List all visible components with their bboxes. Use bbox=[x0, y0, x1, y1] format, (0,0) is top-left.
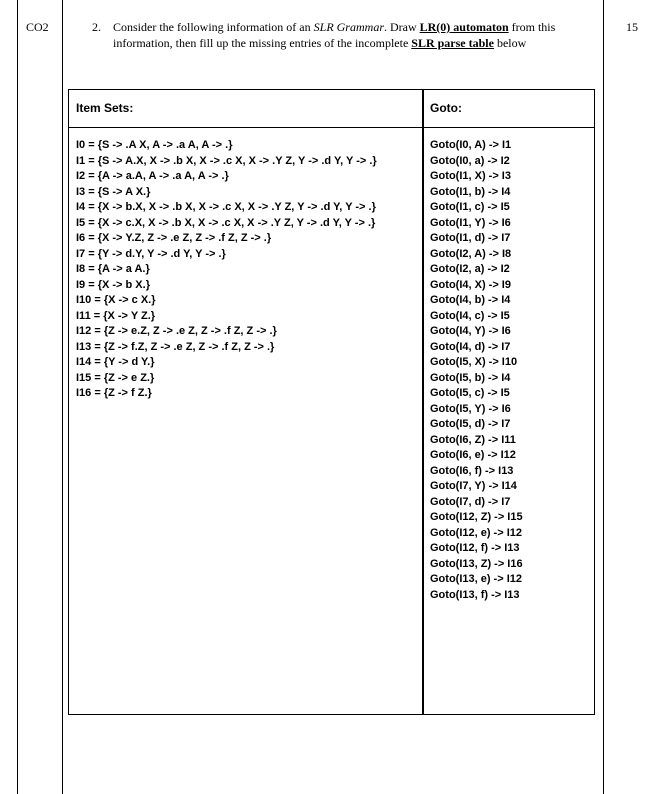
goto-entry: Goto(I13, Z) -> I16 bbox=[430, 557, 523, 570]
item-set-entry: I9 = {X -> b X.} bbox=[76, 278, 150, 291]
goto-entry: Goto(I12, e) -> I12 bbox=[430, 526, 522, 539]
item-set-entry: I15 = {Z -> e Z.} bbox=[76, 371, 155, 384]
goto-entry: Goto(I1, d) -> I7 bbox=[430, 232, 511, 244]
item-set-entry: I12 = {Z -> e.Z, Z -> .e Z, Z -> .f Z, Z -> .} bbox=[76, 325, 277, 337]
item-set-entry: I1 = {S -> A.X, X -> .b X, X -> .c X, X -> .Y Z, Y -> .d Y, Y -> .} bbox=[76, 154, 377, 167]
goto-entry: Goto(I6, Z) -> I11 bbox=[430, 433, 516, 446]
grammar-info-table bbox=[68, 89, 595, 715]
item-set-entry: I16 = {Z -> f Z.} bbox=[76, 387, 152, 399]
co-column-border bbox=[62, 0, 63, 794]
table-header-row bbox=[69, 90, 594, 128]
item-set-entry: I4 = {X -> b.X, X -> .b X, X -> .c X, X -> .Y Z, Y -> .d Y, Y -> .} bbox=[76, 201, 376, 213]
left-column-border bbox=[17, 0, 18, 794]
goto-entry: Goto(I5, X) -> I10 bbox=[430, 356, 518, 368]
goto-entry: Goto(I7, d) -> I7 bbox=[430, 495, 511, 508]
question-text: Consider the following information of an SLR Grammar. Draw LR(0) automaton from this information, then fill up the missing entries of the incomplete SLR parse table below bbox=[113, 20, 556, 50]
goto-entry: Goto(I4, c) -> I5 bbox=[430, 309, 510, 322]
item-set-entry: I3 = {S -> A X.} bbox=[76, 185, 151, 198]
goto-entry: Goto(I6, e) -> I12 bbox=[430, 449, 516, 461]
goto-entry: Goto(I13, e) -> I12 bbox=[430, 573, 522, 585]
goto-entry: Goto(I1, b) -> I4 bbox=[430, 185, 511, 198]
goto-entry: Goto(I7, Y) -> I14 bbox=[430, 480, 517, 492]
item-set-entry: I7 = {Y -> d.Y, Y -> .d Y, Y -> .} bbox=[76, 247, 226, 260]
item-sets-header: Item Sets: bbox=[76, 101, 134, 115]
item-sets-list bbox=[76, 138, 416, 402]
goto-entry: Goto(I1, Y) -> I6 bbox=[430, 216, 511, 229]
goto-entry: Goto(I0, A) -> I1 bbox=[430, 139, 512, 151]
goto-entry: Goto(I0, a) -> I2 bbox=[430, 154, 510, 167]
item-set-entry: I8 = {A -> a A.} bbox=[76, 263, 150, 275]
item-set-entry: I14 = {Y -> d Y.} bbox=[76, 356, 155, 368]
goto-entry: Goto(I4, X) -> I9 bbox=[430, 278, 511, 291]
goto-entry: Goto(I13, f) -> I13 bbox=[430, 588, 520, 601]
goto-entry: Goto(I1, c) -> I5 bbox=[430, 201, 510, 213]
course-outcome-label: CO2 bbox=[26, 20, 49, 34]
goto-entry: Goto(I4, b) -> I4 bbox=[430, 294, 511, 306]
goto-entry: Goto(I12, Z) -> I15 bbox=[430, 511, 523, 523]
item-set-entry: I13 = {Z -> f.Z, Z -> .e Z, Z -> .f Z, Z -> .} bbox=[76, 340, 275, 353]
item-set-entry: I6 = {X -> Y.Z, Z -> .e Z, Z -> .f Z, Z -> .} bbox=[76, 232, 272, 244]
goto-entry: Goto(I12, f) -> I13 bbox=[430, 542, 520, 554]
goto-entry: Goto(I4, d) -> I7 bbox=[430, 340, 511, 353]
goto-list bbox=[430, 138, 590, 603]
grammar-type: SLR Grammar bbox=[313, 20, 384, 34]
item-set-entry: I11 = {X -> Y Z.} bbox=[76, 309, 156, 322]
lr0-automaton-term: LR(0) automaton bbox=[419, 20, 509, 34]
item-set-entry: I10 = {X -> c X.} bbox=[76, 294, 156, 306]
goto-entry: Goto(I5, c) -> I5 bbox=[430, 387, 510, 399]
goto-entry: Goto(I2, a) -> I2 bbox=[430, 263, 510, 275]
goto-entry: Goto(I5, b) -> I4 bbox=[430, 371, 511, 384]
marks-value: 15 bbox=[626, 20, 638, 34]
column-divider bbox=[422, 90, 424, 714]
goto-entry: Goto(I2, A) -> I8 bbox=[430, 247, 512, 260]
goto-entry: Goto(I4, Y) -> I6 bbox=[430, 325, 511, 337]
item-set-entry: I5 = {X -> c.X, X -> .b X, X -> .c X, X -> .Y Z, Y -> .d Y, Y -> .} bbox=[76, 216, 376, 229]
marks-column-border bbox=[603, 0, 604, 794]
goto-header: Goto: bbox=[430, 101, 462, 115]
item-set-entry: I0 = {S -> .A X, A -> .a A, A -> .} bbox=[76, 139, 233, 151]
goto-entry: Goto(I1, X) -> I3 bbox=[430, 170, 511, 182]
slr-parse-table-term: SLR parse table bbox=[411, 35, 494, 50]
item-set-entry: I2 = {A -> a.A, A -> .a A, A -> .} bbox=[76, 170, 229, 182]
question-number: 2. bbox=[92, 20, 101, 34]
goto-entry: Goto(I5, Y) -> I6 bbox=[430, 402, 511, 415]
goto-entry: Goto(I5, d) -> I7 bbox=[430, 418, 511, 430]
goto-entry: Goto(I6, f) -> I13 bbox=[430, 464, 514, 477]
